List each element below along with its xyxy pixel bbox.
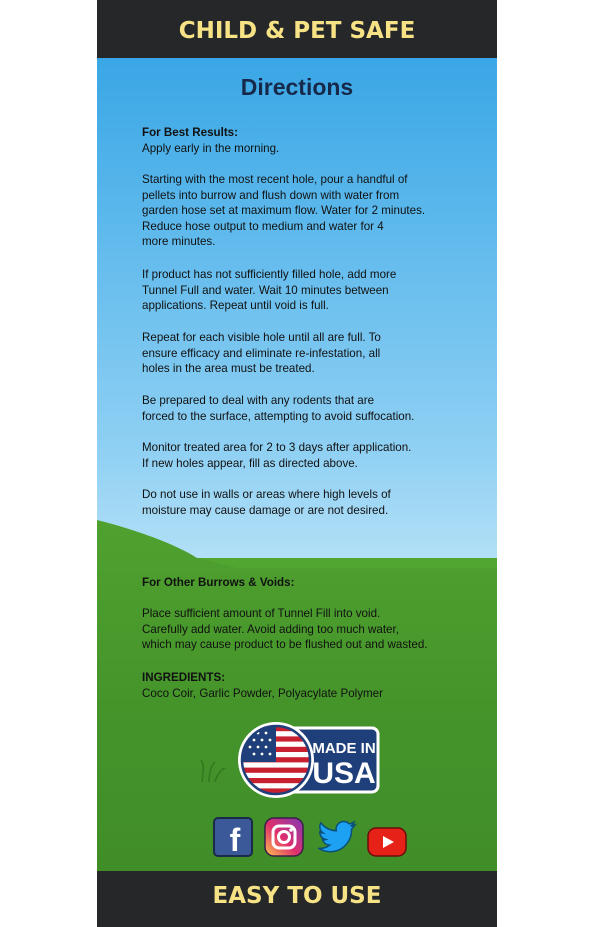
paragraph-line: If product has not sufficiently filled hole, add more bbox=[142, 268, 397, 281]
badge-line-2: USA bbox=[312, 757, 376, 790]
paragraph-line: Monitor treated area for 2 to 3 days after application. bbox=[142, 441, 412, 454]
facebook-icon[interactable] bbox=[213, 817, 253, 857]
best-results-line: Apply early in the morning. bbox=[142, 141, 280, 155]
best-results-heading: For Best Results: bbox=[142, 126, 238, 139]
paragraph-line: Be prepared to deal with any rodents that are bbox=[142, 394, 375, 407]
made-in-usa-badge bbox=[238, 720, 380, 800]
svg-text:f: f bbox=[229, 822, 241, 857]
paragraph-line: Tunnel Full and water. Wait 10 minutes between bbox=[142, 283, 389, 297]
other-burrows-text bbox=[142, 606, 492, 653]
paragraph-line: moisture may cause damage or are not desired. bbox=[142, 503, 389, 517]
paragraph-line: Repeat for each visible hole until all are full. To bbox=[142, 331, 381, 344]
best-results-block bbox=[142, 125, 492, 156]
other-burrows-heading: For Other Burrows & Voids: bbox=[142, 576, 295, 589]
directions-content bbox=[97, 0, 497, 927]
direction-paragraph-2 bbox=[142, 267, 492, 314]
paragraph-line: garden hose set at maximum flow. Water for 2 minutes. bbox=[142, 204, 426, 218]
us-flag-icon bbox=[238, 722, 314, 798]
ingredients-line: Coco Coir, Garlic Powder, Polyacylate Polymer bbox=[142, 686, 383, 700]
paragraph-line: which may cause product to be flushed out and wasted. bbox=[142, 638, 428, 652]
product-panel bbox=[97, 0, 497, 927]
direction-paragraph-3 bbox=[142, 330, 492, 377]
top-banner-text: CHILD & PET SAFE bbox=[178, 18, 416, 44]
paragraph-line: more minutes. bbox=[142, 235, 216, 249]
paragraph-line: Starting with the most recent hole, pour a handful of bbox=[142, 173, 408, 186]
paragraph-line: forced to the surface, attempting to avoid suffocation. bbox=[142, 409, 415, 423]
paragraph-line: Reduce hose output to medium and water for 4 bbox=[142, 219, 384, 233]
bottom-banner-text: EASY TO USE bbox=[212, 883, 382, 909]
paragraph-line: Carefully add water. Avoid adding too much water, bbox=[142, 622, 399, 636]
top-banner bbox=[97, 0, 497, 58]
direction-paragraph-4 bbox=[142, 393, 492, 424]
direction-paragraph-1 bbox=[142, 172, 492, 250]
ingredients-block bbox=[142, 670, 492, 701]
bottom-banner bbox=[97, 871, 497, 927]
grass-tuft-icon bbox=[197, 758, 227, 782]
page-title: Directions bbox=[240, 74, 354, 100]
paragraph-line: pellets into burrow and flush down with water from bbox=[142, 188, 400, 202]
paragraph-line: Place sufficient amount of Tunnel Fill into void. bbox=[142, 607, 381, 620]
paragraph-line: applications. Repeat until void is full. bbox=[142, 299, 329, 313]
direction-paragraph-6 bbox=[142, 487, 492, 518]
paragraph-line: If new holes appear, fill as directed above. bbox=[142, 456, 358, 470]
badge-line-1: MADE IN bbox=[312, 740, 376, 757]
twitter-icon[interactable] bbox=[317, 817, 357, 857]
instagram-icon[interactable] bbox=[264, 817, 304, 857]
ingredients-heading: INGREDIENTS: bbox=[142, 671, 226, 684]
paragraph-line: Do not use in walls or areas where high levels of bbox=[142, 488, 391, 501]
direction-paragraph-5 bbox=[142, 440, 492, 471]
paragraph-line: ensure efficacy and eliminate re-infestation, all bbox=[142, 346, 381, 360]
other-burrows-block bbox=[142, 575, 492, 591]
paragraph-line: holes in the area must be treated. bbox=[142, 362, 315, 376]
youtube-icon[interactable] bbox=[367, 822, 407, 862]
